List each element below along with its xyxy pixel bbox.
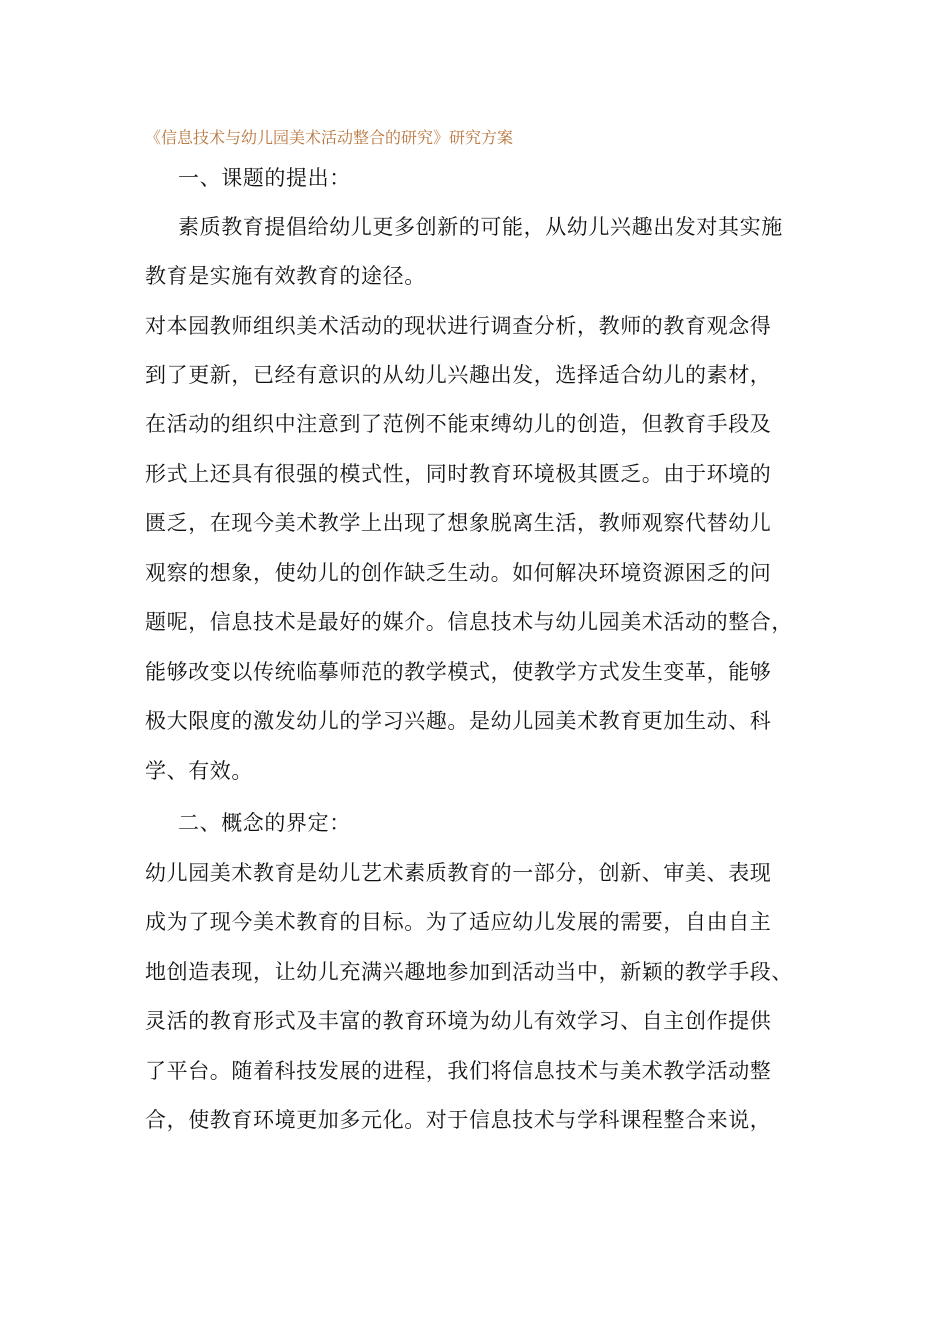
paragraph-line: 学、有效。 — [145, 759, 253, 783]
paragraph-line: 极大限度的激发幼儿的学习兴趣。是幼儿园美术教育更加生动、科 — [145, 709, 772, 733]
paragraph-line: 幼儿园美术教育是幼儿艺术素质教育的一部分，创新、审美、表现 — [145, 861, 772, 885]
paragraph-line: 对本园教师组织美术活动的现状进行调查分析，教师的教育观念得 — [145, 314, 772, 338]
paragraph-line: 观察的想象，使幼儿的创作缺乏生动。如何解决环境资源困乏的问 — [145, 561, 772, 585]
paragraph-line: 成为了现今美术教育的目标。为了适应幼儿发展的需要，自由自主 — [145, 910, 772, 934]
paragraph-line: 能够改变以传统临摹师范的教学模式，使教学方式发生变革，能够 — [145, 660, 772, 684]
paragraph-line: 合，使教育环境更加多元化。对于信息技术与学科课程整合来说， — [145, 1108, 772, 1132]
paragraph-line: 灵活的教育形式及丰富的教育环境为幼儿有效学习、自主创作提供 — [145, 1009, 772, 1033]
paragraph-line: 教育是实施有效教育的途径。 — [145, 264, 426, 288]
document-title: 《信息技术与幼儿园美术活动整合的研究》研究方案 — [145, 128, 514, 147]
paragraph-line: 题呢，信息技术是最好的媒介。信息技术与幼儿园美术活动的整合， — [145, 610, 793, 634]
section-heading-1: 一、课题的提出： — [178, 166, 351, 190]
paragraph-line: 到了更新，已经有意识的从幼儿兴趣出发，选择适合幼儿的素材， — [145, 363, 772, 387]
paragraph-line: 匮乏，在现今美术教学上出现了想象脱离生活，教师观察代替幼儿 — [145, 511, 772, 535]
paragraph-line: 形式上还具有很强的模式性，同时教育环境极其匮乏。由于环境的 — [145, 462, 772, 486]
paragraph-line: 地创造表现，让幼儿充满兴趣地参加到活动当中，新颖的教学手段、 — [145, 960, 793, 984]
paragraph-line: 在活动的组织中注意到了范例不能束缚幼儿的创造，但教育手段及 — [145, 412, 772, 436]
paragraph-line: 了平台。随着科技发展的进程，我们将信息技术与美术教学活动整 — [145, 1059, 772, 1083]
section-heading-2: 二、概念的界定： — [178, 811, 351, 835]
paragraph-line: 素质教育提倡给幼儿更多创新的可能，从幼儿兴趣出发对其实施 — [178, 215, 783, 239]
